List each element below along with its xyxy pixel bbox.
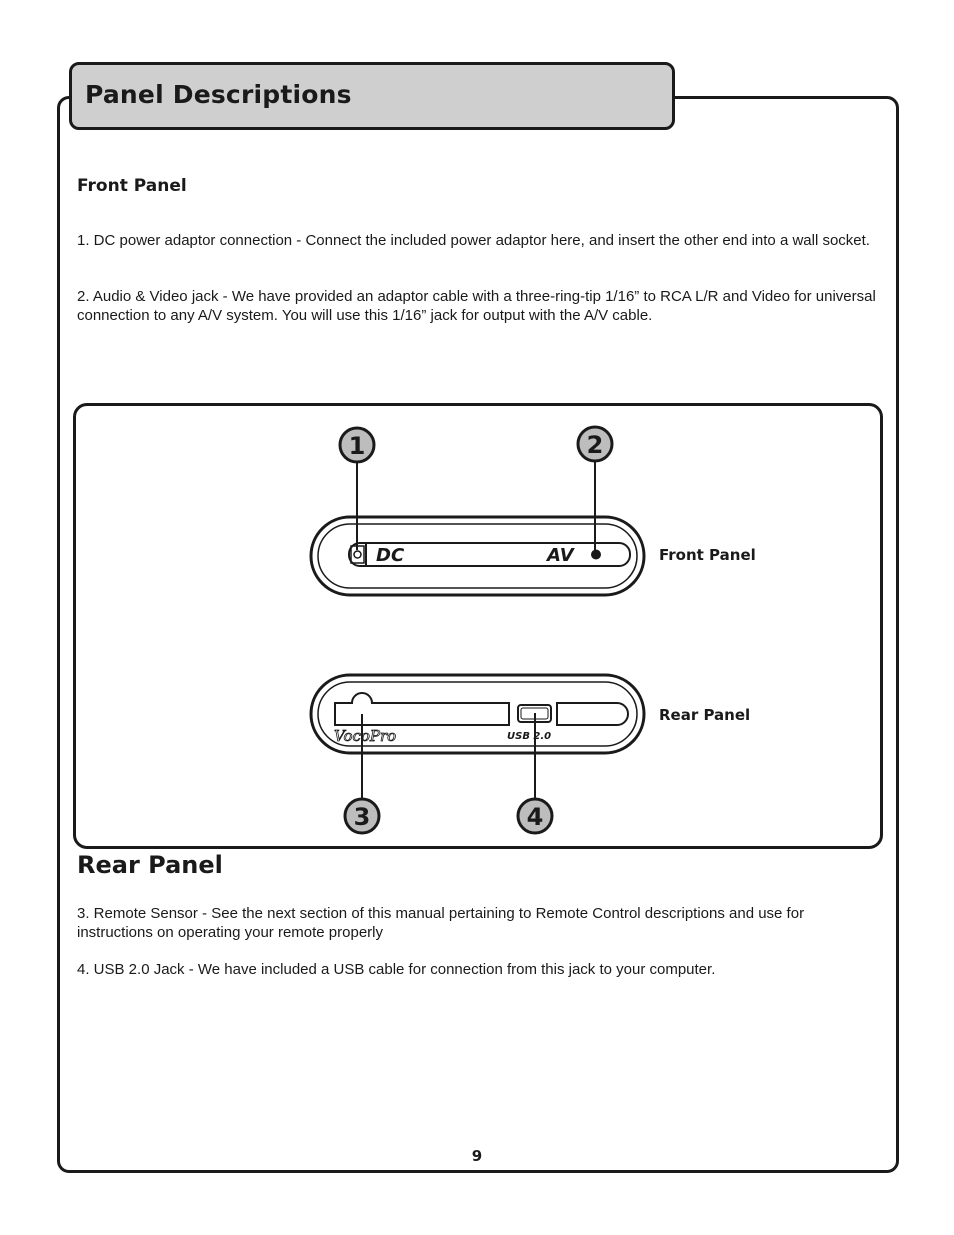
page-title: Panel Descriptions <box>85 80 352 109</box>
callout-number-2: 2 <box>586 431 604 459</box>
panel-diagram <box>73 403 883 849</box>
page-number: 9 <box>471 1147 483 1165</box>
title-tab <box>69 62 675 130</box>
callout-number-1: 1 <box>348 432 366 460</box>
dc-label: DC <box>376 545 405 566</box>
callout-3 <box>345 799 379 833</box>
usb-label: USB 2.0 <box>507 731 552 742</box>
callout-number-3: 3 <box>353 803 371 831</box>
callout-4 <box>518 799 552 833</box>
vocopro-logo: VocoPro <box>334 727 397 745</box>
front-item-2: 2. Audio & Video jack - We have provided an adaptor cable with a three-ring-tip 1/16” to RCA L/R and Video for universal connection to any A/V system. You will use this 1/16” jack for output with the A/V cable. <box>77 288 876 324</box>
rear-panel-label: Rear Panel <box>659 706 751 724</box>
rear-panel-illustration <box>311 675 644 753</box>
callout-1 <box>340 428 374 462</box>
rear-item-4: 4. USB 2.0 Jack - We have included a USB cable for connection from this jack to your computer. <box>77 961 716 978</box>
av-label: AV <box>547 545 574 566</box>
callout-2 <box>578 427 612 461</box>
rear-item-3: 3. Remote Sensor - See the next section of this manual pertaining to Remote Control descriptions and use for instructions on operating your remote properly <box>77 905 805 941</box>
front-panel-label: Front Panel <box>659 546 756 564</box>
rear-panel-heading: Rear Panel <box>77 851 223 879</box>
front-panel-heading: Front Panel <box>77 176 187 196</box>
front-item-1: 1. DC power adaptor connection - Connect the included power adaptor here, and insert the other end into a wall socket. <box>77 232 870 249</box>
callout-number-4: 4 <box>526 803 544 831</box>
